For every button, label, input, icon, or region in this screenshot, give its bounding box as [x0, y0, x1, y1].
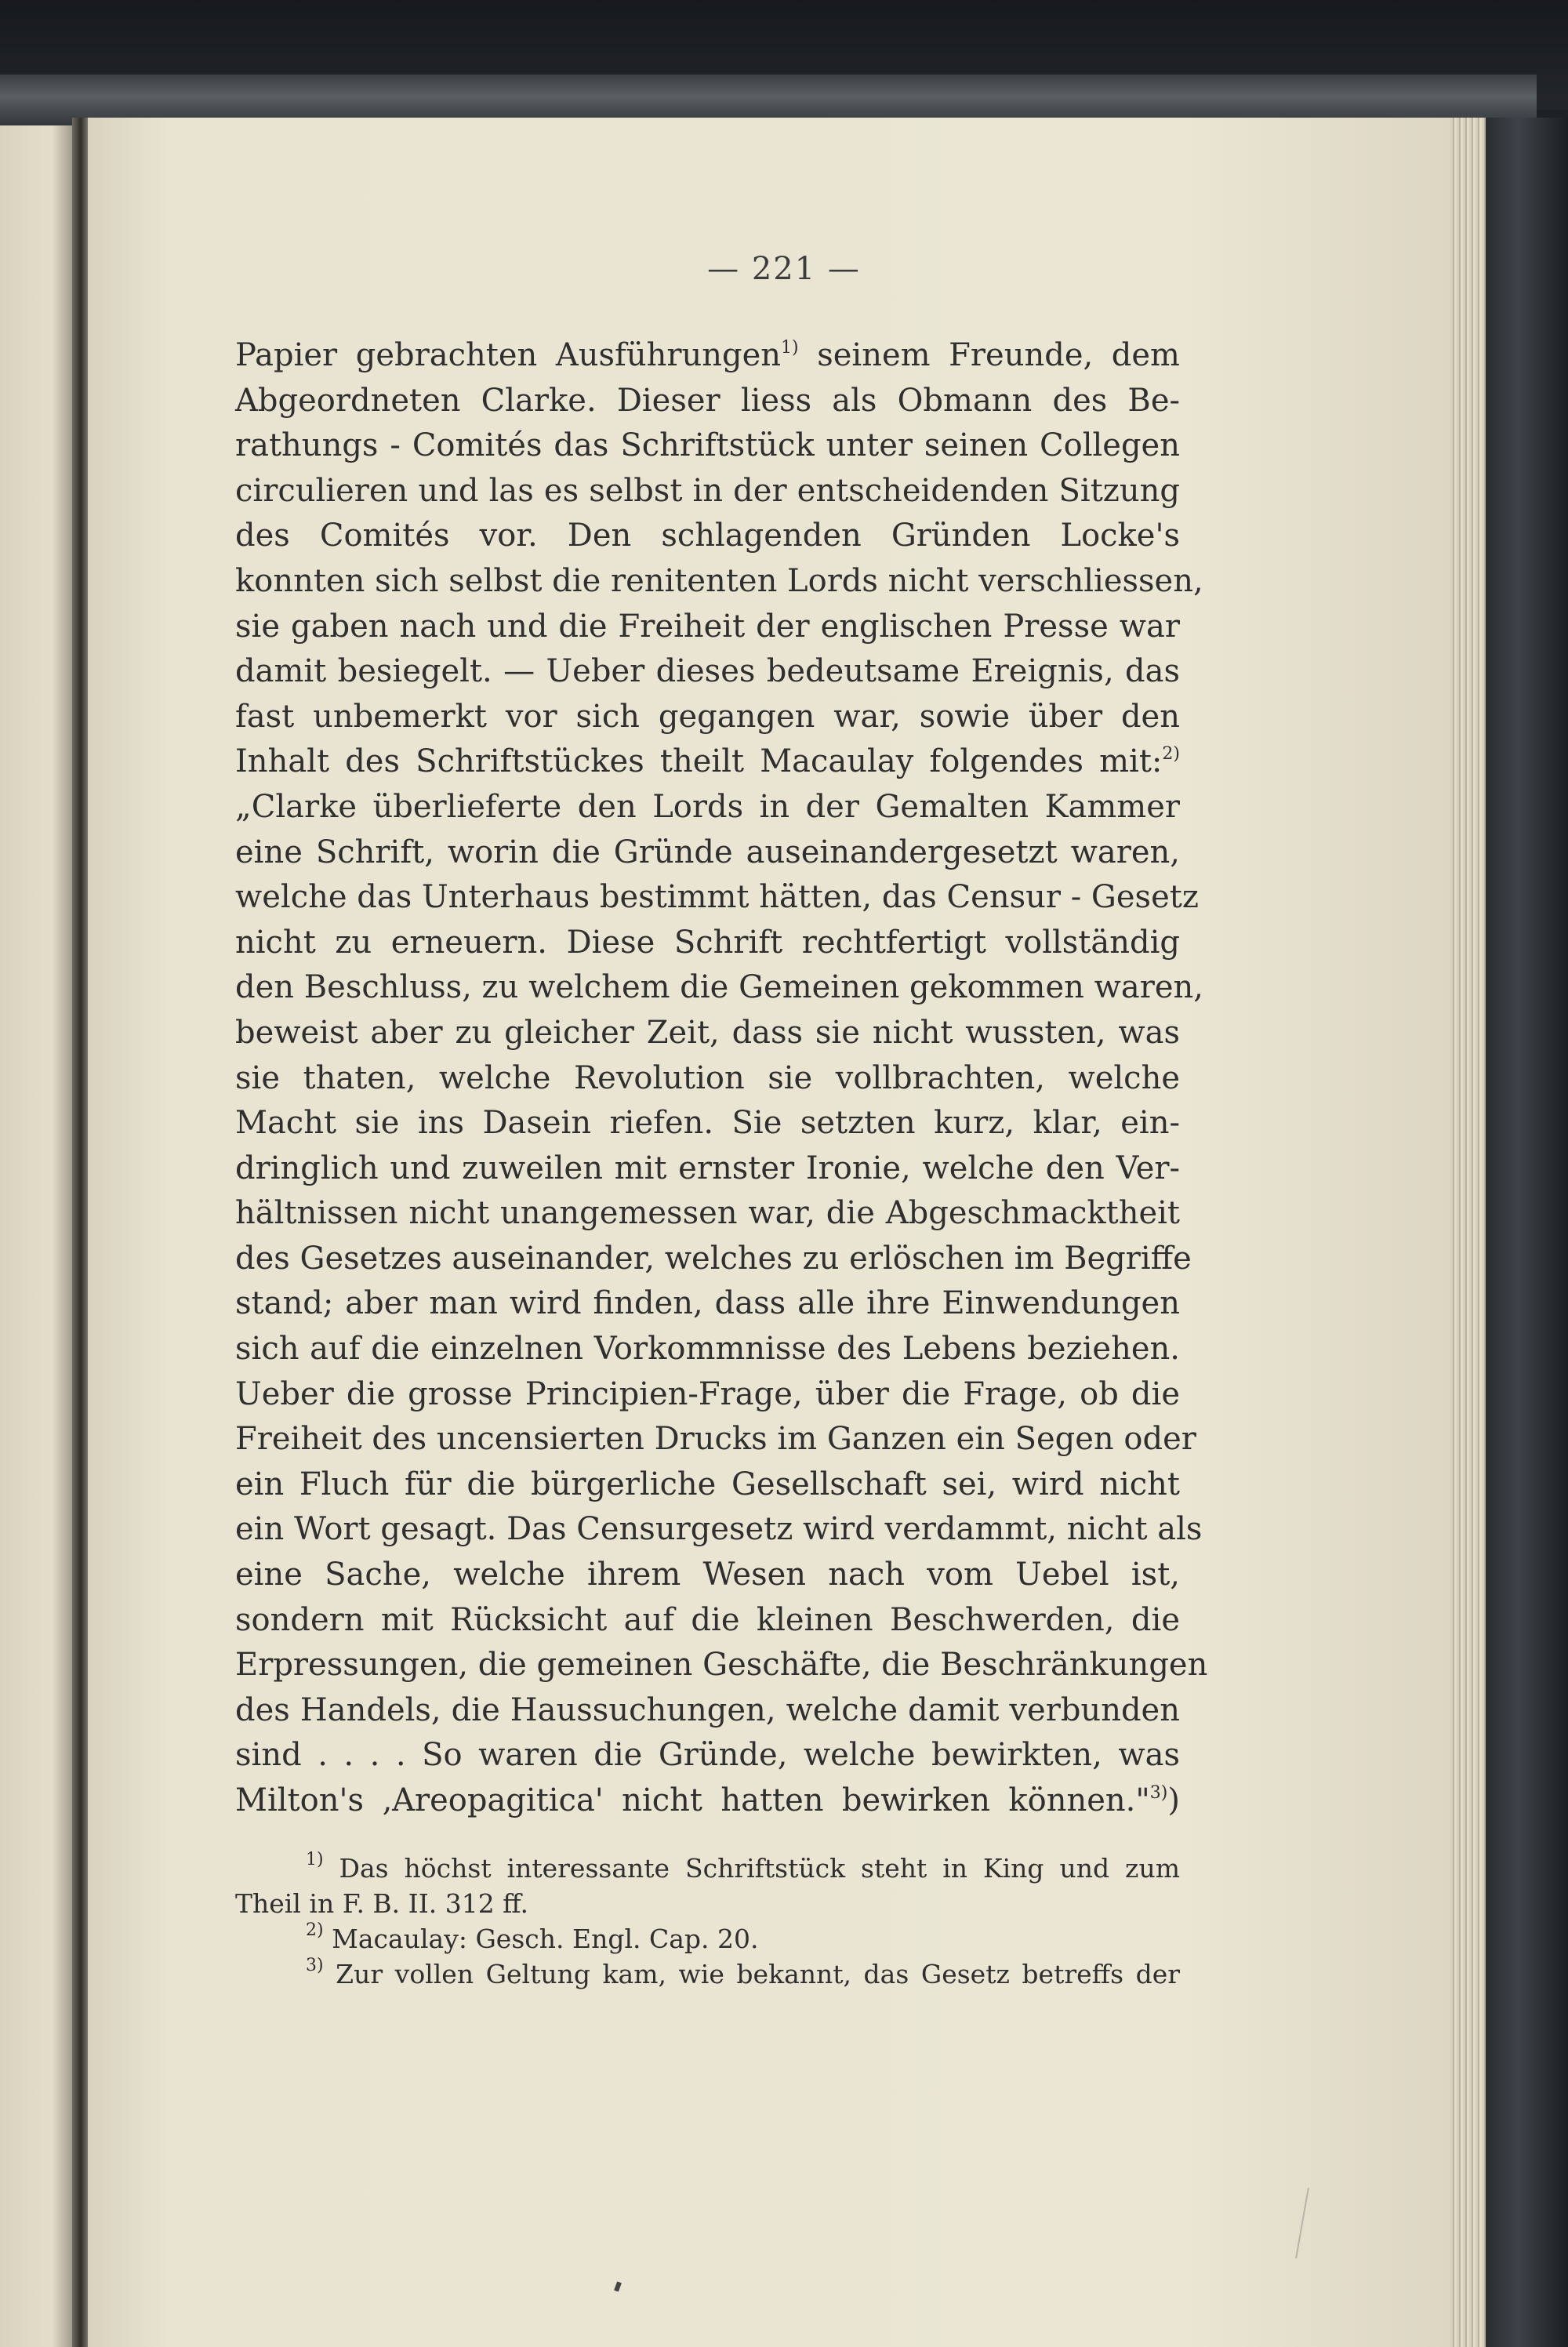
page-number: — 221 —	[707, 251, 861, 287]
text-line: sich auf die einzelnen Vorkommnisse des Lebens beziehen.	[235, 1331, 1180, 1368]
pencil-mark	[1295, 2188, 1372, 2258]
footnote-ref: 3)	[1149, 1783, 1168, 1803]
footnote: $^{2)}$ Macaulay: Gesch. Engl. Cap. 20.	[306, 1920, 759, 1954]
text-line: Papier gebrachten Ausführungen$^{1)}$ seinem Freunde, dem	[235, 337, 1180, 373]
text-line: beweist aber zu gleicher Zeit, dass sie nicht wussten, was	[235, 1014, 1180, 1051]
page-edges	[1450, 118, 1488, 2347]
footnote: $^{1)}$ Das höchst interessante Schriftstück steht in King und zum	[306, 1850, 1180, 1884]
text-line: konnten sich selbst die renitenten Lords nicht verschliessen,	[235, 562, 1203, 599]
text-line: des Handels, die Haussuchungen, welche damit verbunden	[235, 1691, 1180, 1728]
text-line: sie gaben nach und die Freiheit der englischen Presse war	[235, 608, 1180, 645]
book-gutter	[72, 118, 89, 2347]
text-line: damit besiegelt. — Ueber dieses bedeutsame Ereignis, das	[235, 653, 1180, 690]
text-line: Freiheit des uncensierten Drucks im Ganzen ein Segen oder	[235, 1421, 1196, 1458]
text-line: dringlich und zuweilen mit ernster Ironie, welche den Ver-	[235, 1150, 1180, 1186]
text-line: eine Sache, welche ihrem Wesen nach vom Uebel ist,	[235, 1557, 1180, 1593]
footnotes	[235, 1851, 1180, 1992]
text-line: sind . . . . So waren die Gründe, welche bewirkten, was	[235, 1737, 1180, 1774]
text-line: Macht sie ins Dasein riefen. Sie setzten kurz, klar, ein-	[235, 1105, 1180, 1142]
text-line: ein Fluch für die bürgerliche Gesellschaft sei, wird nicht	[235, 1466, 1180, 1502]
body-text	[235, 333, 1208, 1824]
book-cover-edge	[1486, 118, 1568, 2347]
text-line: welche das Unterhaus bestimmt hätten, das Censur - Gesetz	[235, 879, 1199, 916]
text-line: des Gesetzes auseinander, welches zu erlöschen im Begriffe	[235, 1240, 1192, 1277]
text-line: Abgeordneten Clarke. Dieser liess als Obmann des Be-	[235, 382, 1180, 419]
text-line: fast unbemerkt vor sich gegangen war, sowie über den	[235, 698, 1180, 735]
text-line: eine Schrift, worin die Gründe auseinandergesetzt waren,	[235, 834, 1180, 870]
text-line: des Comités vor. Den schlagenden Gründen Locke's	[235, 518, 1180, 554]
text-line: ein Wort gesagt. Das Censurgesetz wird verdammt, nicht als	[235, 1511, 1203, 1548]
text-line: Erpressungen, die gemeinen Geschäfte, die Beschränkungen	[235, 1647, 1208, 1684]
text-line: nicht zu erneuern. Diese Schrift rechtfertigt vollständig	[235, 924, 1180, 961]
text-line: den Beschluss, zu welchem die Gemeinen gekommen waren,	[235, 969, 1203, 1006]
text-line: Inhalt des Schriftstückes theilt Macaulay folgendes mit:$^{2)}$	[235, 743, 1180, 780]
text-line: hältnissen nicht unangemessen war, die Abgeschmacktheit	[235, 1195, 1180, 1232]
text-line: „Clarke überlieferte den Lords in der Gemalten Kammer	[235, 788, 1180, 825]
text-line: Ueber die grosse Principien-Frage, über die Frage, ob die	[235, 1375, 1180, 1412]
text-line: circulieren und las es selbst in der entscheidenden Sitzung	[235, 472, 1180, 509]
footnote: $^{3)}$ Zur vollen Geltung kam, wie bekannt, das Gesetz betreffs der	[306, 1956, 1180, 1989]
text-line: rathungs - Comités das Schriftstück unter seinen Collegen	[235, 427, 1180, 464]
text-line: Milton's ‚Areopagitica' nicht hatten bewirken können."$^{3)}$)	[235, 1782, 1180, 1818]
text-line: stand; aber man wird finden, dass alle ihre Einwendungen	[235, 1285, 1180, 1322]
footnote-ref: 1)	[781, 338, 799, 358]
text-line: sondern mit Rücksicht auf die kleinen Beschwerden, die	[235, 1601, 1180, 1638]
text-line: sie thaten, welche Revolution sie vollbrachten, welche	[235, 1059, 1180, 1096]
footnote: Theil in F. B. II. 312 ff.	[235, 1888, 528, 1919]
footnote-ref: 2)	[1162, 744, 1180, 765]
left-page-edge	[0, 125, 74, 2347]
